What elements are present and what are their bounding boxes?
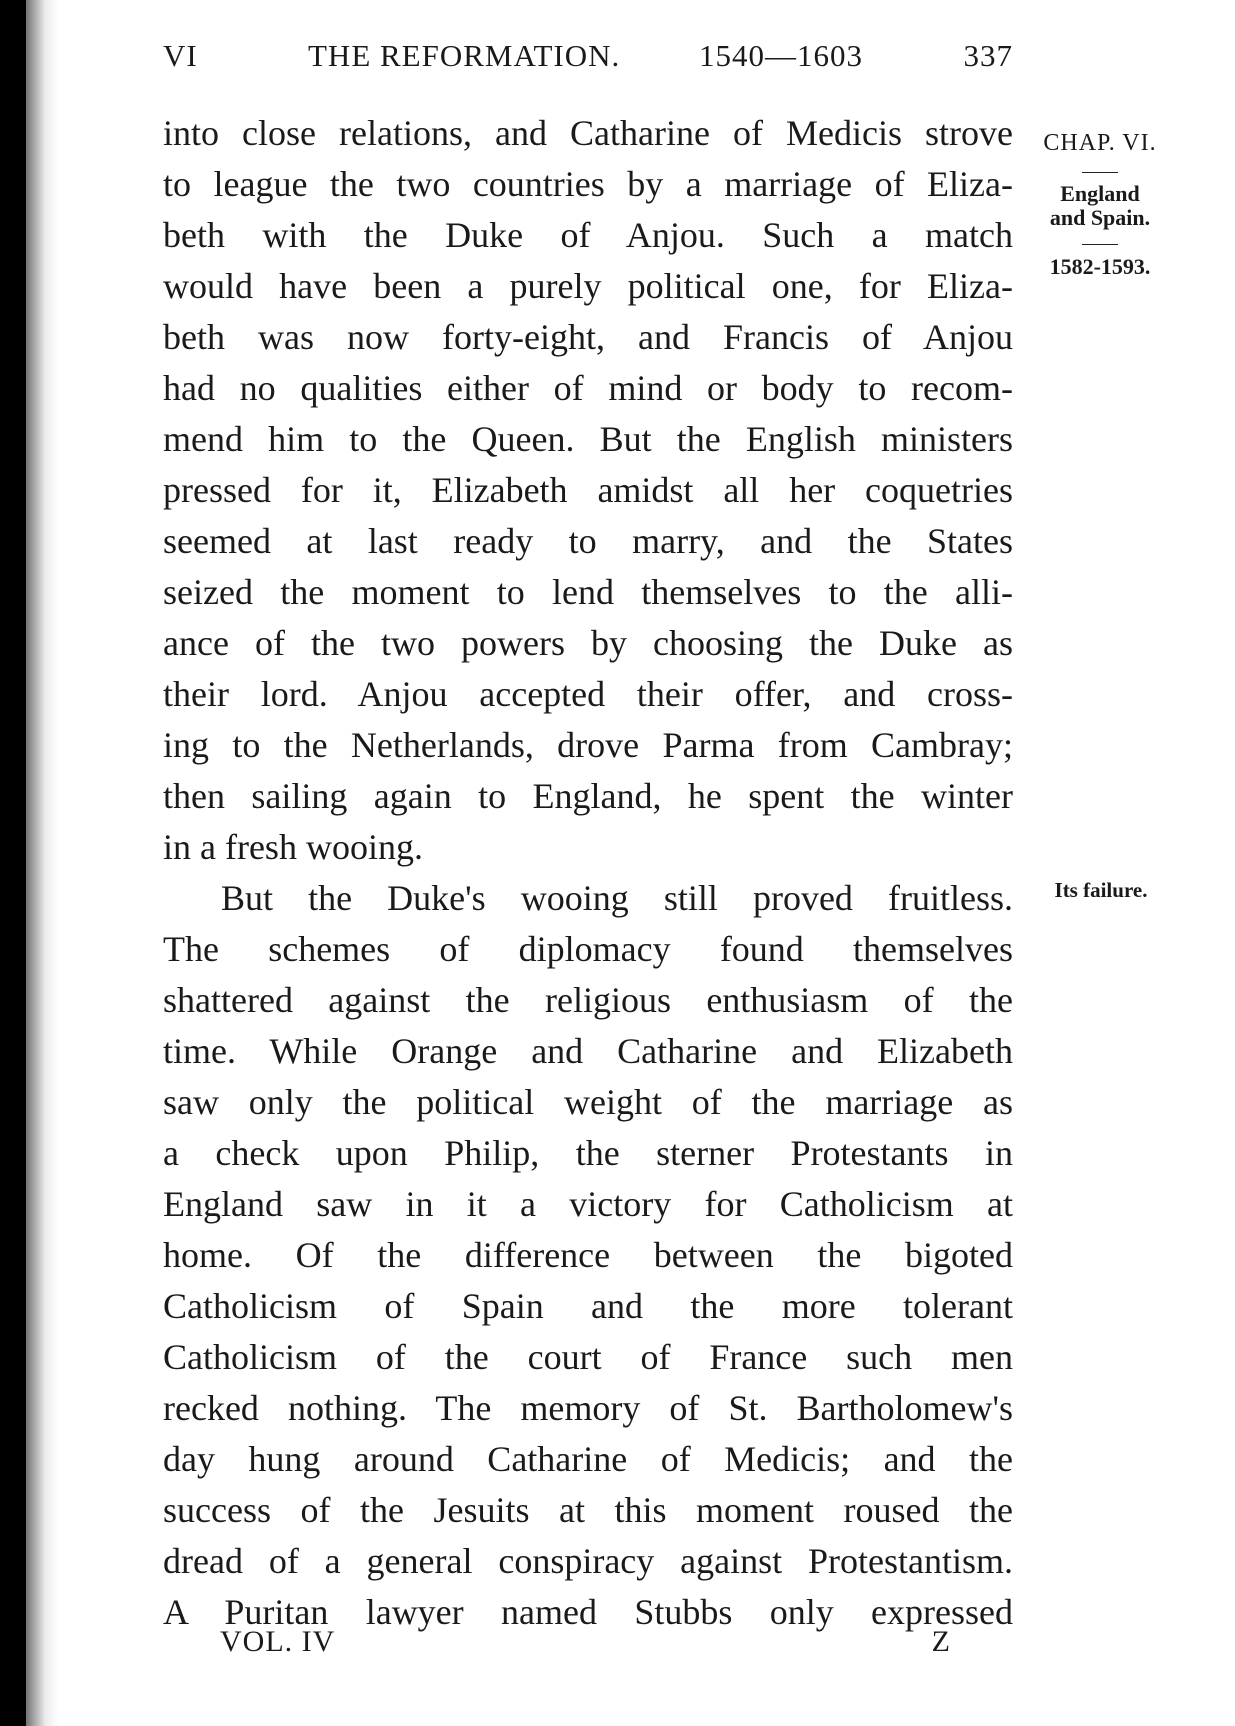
running-head-title: THE REFORMATION.	[308, 38, 621, 73]
margin-rule	[1082, 244, 1118, 245]
margin-note-topic-line: England	[1060, 181, 1140, 206]
running-head-chapter: VI	[163, 38, 198, 73]
text-line: had no qualities either of mind or body to recom-	[163, 368, 1013, 408]
margin-rule	[1082, 172, 1118, 173]
text-line: seemed at last ready to marry, and the States	[163, 521, 1013, 561]
text-line: Catholicism of the court of France such men	[163, 1337, 1013, 1377]
signature-mark: Z	[931, 1625, 950, 1658]
binding-shadow	[26, 0, 58, 1726]
page-footer	[220, 1625, 950, 1665]
text-line: shattered against the religious enthusiasm of the	[163, 980, 1013, 1020]
text-line: saw only the political weight of the marriage as	[163, 1082, 1013, 1122]
text-line: England saw in it a victory for Catholicism at	[163, 1184, 1013, 1224]
volume-label: VOL. IV	[220, 1625, 336, 1658]
text-line: A Puritan lawyer named Stubbs only expressed	[163, 1592, 1013, 1632]
text-line: day hung around Catharine of Medicis; and the	[163, 1439, 1013, 1479]
text-line: into close relations, and Catharine of Medicis strove	[163, 113, 1013, 153]
text-line: ance of the two powers by choosing the Duke as	[163, 623, 1013, 663]
running-head-dates: 1540—1603	[699, 38, 863, 73]
text-line-paragraph-end: in a fresh wooing.	[163, 827, 423, 867]
margin-note-years: 1582-1593.	[1049, 254, 1151, 279]
text-line: time. While Orange and Catharine and Elizabeth	[163, 1031, 1013, 1071]
text-line: The schemes of diplomacy found themselves	[163, 929, 1013, 969]
text-line: ing to the Netherlands, drove Parma from Cambray;	[163, 725, 1013, 765]
text-line: would have been a purely political one, for Eliza-	[163, 266, 1013, 306]
text-line: recked nothing. The memory of St. Bartholomew's	[163, 1388, 1013, 1428]
margin-note-topic	[1030, 182, 1170, 230]
text-line-paragraph-start: But the Duke's wooing still proved fruitless.	[221, 878, 1013, 918]
text-line: Catholicism of Spain and the more tolerant	[163, 1286, 1013, 1326]
text-line: to league the two countries by a marriage of Eliza-	[163, 164, 1013, 204]
text-line: mend him to the Queen. But the English ministers	[163, 419, 1013, 459]
text-line: dread of a general conspiracy against Protestantism.	[163, 1541, 1013, 1581]
text-line: their lord. Anjou accepted their offer, and cross-	[163, 674, 1013, 714]
margin-note-chapter: CHAP. VI.	[1043, 130, 1157, 156]
text-line: home. Of the difference between the bigoted	[163, 1235, 1013, 1275]
text-line: seized the moment to lend themselves to the alli-	[163, 572, 1013, 612]
margin-note-topic-line: and Spain.	[1049, 205, 1151, 230]
text-line: success of the Jesuits at this moment roused the	[163, 1490, 1013, 1530]
margin-note-failure: Its failure.	[1054, 878, 1148, 902]
text-line: beth was now forty-eight, and Francis of Anjou	[163, 317, 1013, 357]
text-line: then sailing again to England, he spent the winter	[163, 776, 1013, 816]
page-number: 337	[963, 38, 1013, 73]
binding-edge	[0, 0, 26, 1726]
text-line: a check upon Philip, the sterner Protestants in	[163, 1133, 1013, 1173]
text-line: beth with the Duke of Anjou. Such a match	[163, 215, 1013, 255]
text-line: pressed for it, Elizabeth amidst all her coquetries	[163, 470, 1013, 510]
running-head	[163, 38, 1013, 78]
body-text	[163, 108, 1013, 1638]
